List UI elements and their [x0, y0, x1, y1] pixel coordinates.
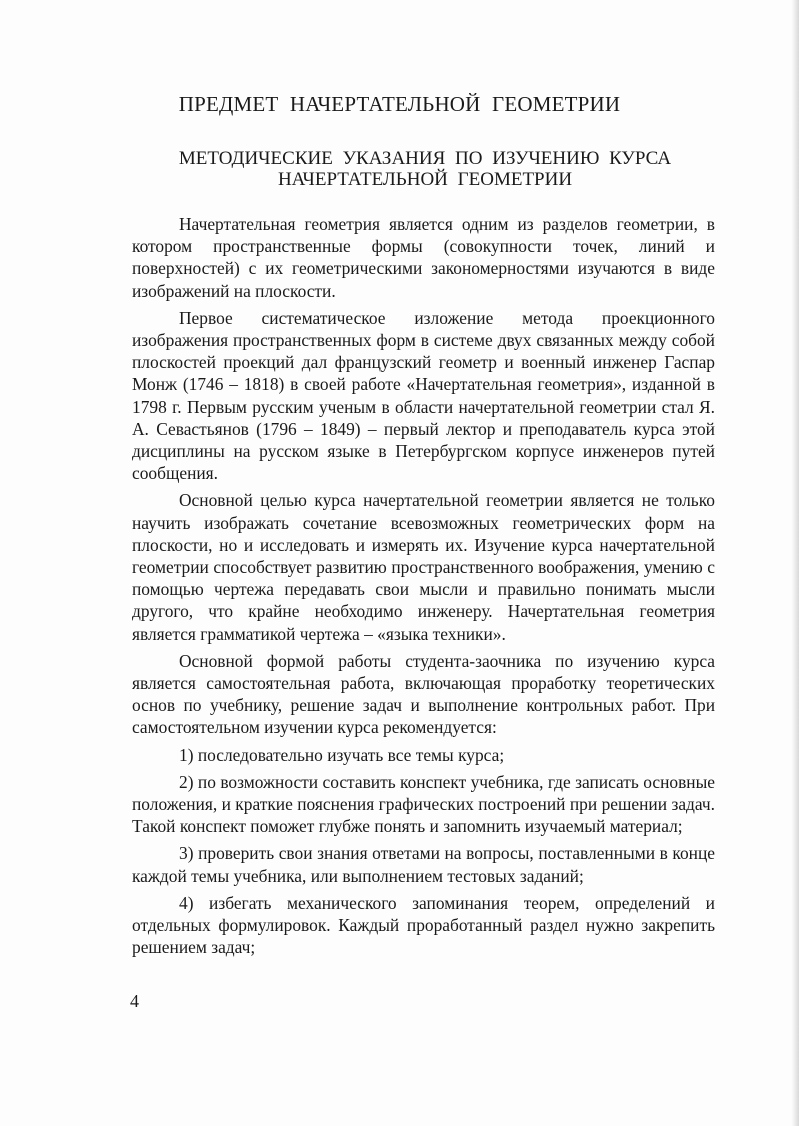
page-number: 4 [130, 991, 139, 1011]
list-item-2: 2) по возможности составить конспект учебника, где записать основные положения, и краткие пояснения графических построений при решении задач. Такой конспект поможет глубже понять и запомнить изучаемый материал; [132, 771, 715, 837]
body-text [132, 213, 715, 964]
list-item-3: 3) проверить свои знания ответами на вопросы, поставленными в конце каждой темы учебника, или выполнением тестовых заданий; [132, 843, 715, 886]
page-title: ПРЕДМЕТ НАЧЕРТАТЕЛЬНОЙ ГЕОМЕТРИИ [178, 92, 621, 116]
section-subtitle [130, 148, 720, 190]
paragraph-intro: Начертательная геометрия является одним из разделов геометрии, в котором пространственные формы (совокупности точек, линий и поверхностей) с их геометрическими закономерностями изучаются в виде изображений на плоскости. [132, 214, 715, 301]
list-item-4: 4) избегать механического запоминания теорем, определений и отдельных формулировок. Каждый проработанный раздел нужно закрепить решением задач; [132, 892, 715, 958]
paragraph-history: Первое систематическое изложение метода проекционного изображения пространственных форм в системе двух связанных между собой плоскостей проекций дал французский геометр и военный инженер Гаспар Монж (1746 – 1818) в своей работе «Начертательная геометрия», изданной в 1798 г. Первым русским ученым в области начертательной геометрии стал Я. А. Севастьянов (1796 – 1849) – первый лектор и преподаватель курса этой дисциплины на русском языке в Петербургском корпусе инженеров путей сообщения. [132, 307, 715, 484]
paragraph-study-form: Основной формой работы студента-заочника по изучению курса является самостоятельная работа, включающая проработку теоретических основ по учебнику, решение задач и выполнение контрольных работ. При самостоятельном изучении курса рекомендуется: [132, 650, 715, 738]
scan-edge-shadow [791, 0, 799, 1126]
subtitle-line-2: НАЧЕРТАТЕЛЬНОЙ ГЕОМЕТРИИ [277, 169, 573, 190]
subtitle-line-1: МЕТОДИЧЕСКИЕ УКАЗАНИЯ ПО ИЗУЧЕНИЮ КУРСА [178, 148, 672, 169]
paragraph-goals: Основной целью курса начертательной геометрии является не только научить изображать сочетание всевозможных геометрических форм на плоскости, но и исследовать и измерять их. Изучение курса начертательной геометрии способствует развитию пространственного воображения, умению с помощью чертежа передавать свои мысли и правильно понимать мысли другого, что крайне необходимо инженеру. Начертательная геометрия является грамматикой чертежа – «языка техники». [132, 490, 715, 644]
list-item-1: 1) последовательно изучать все темы курса; [179, 744, 505, 765]
